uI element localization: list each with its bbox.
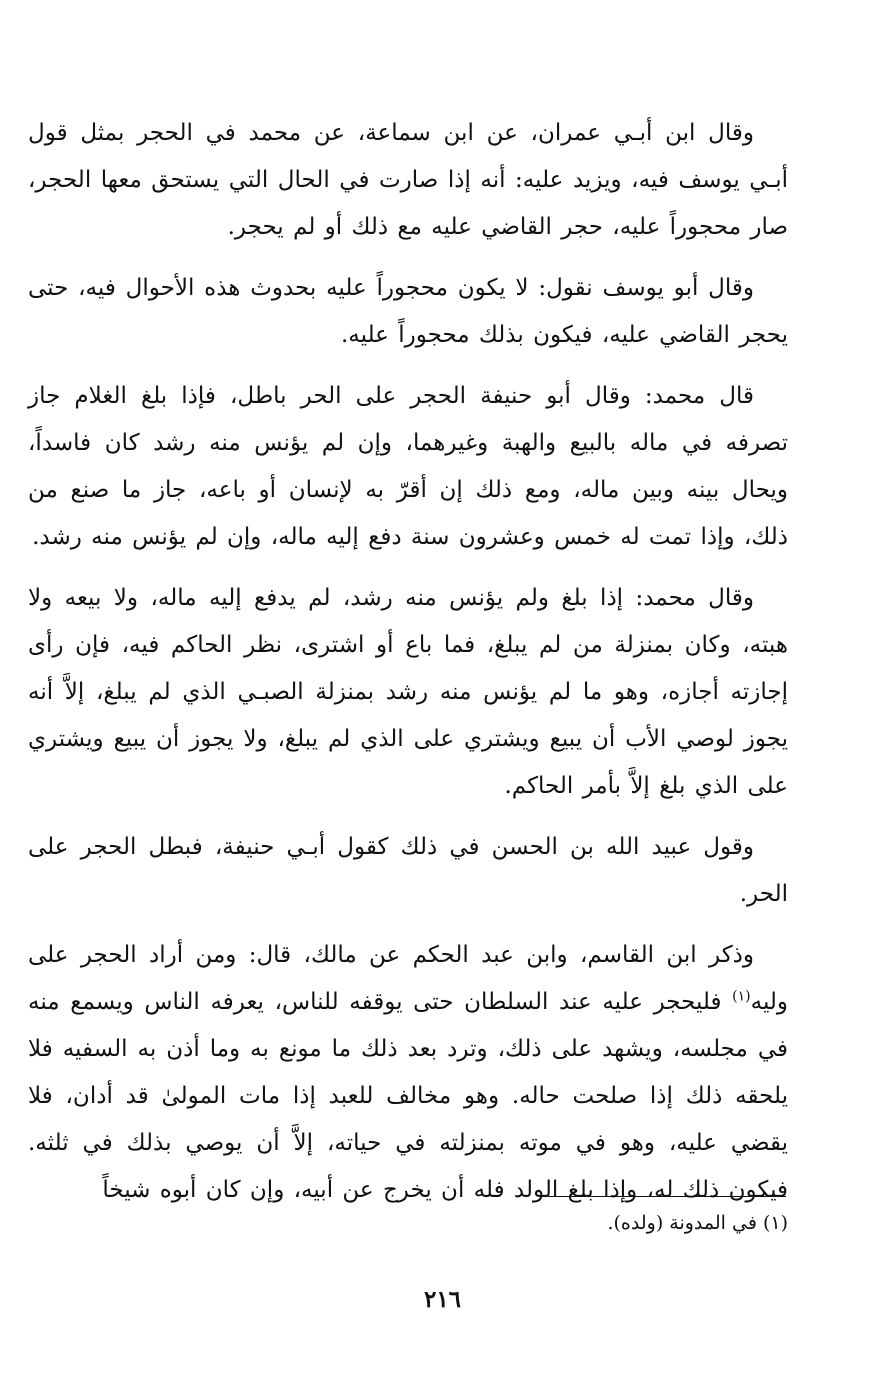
- paragraph-6: [28, 932, 788, 1214]
- paragraph-5: وقول عبيد الله بن الحسن في ذلك كقول أبـي حنيفة، فبطل الحجر على الحر.: [28, 834, 788, 907]
- page-number: ٢١٦: [423, 1286, 462, 1313]
- paragraph-6-part-2: فليحجر عليه عند السلطان حتى يوقفه للناس، يعرفه الناس ويسمع منه في مجلسه، ويشهد على ذلك، وترد بعد ذلك ما مونع به وما أذن به السفيه فلا يلحقه ذلك إذا صلحت حاله. وهو مخالف للعبد إذا مات المولىٰ قد أدان، فلا يقضي عليه، وهو في موته بمنزلته في حياته، إلاَّ أن يوصي بذلك في ثلثه. فيكون ذلك له، وإذا بلغ الولد فله أن يخرج عن أبيه، وإن كان أبوه شيخاً: [28, 989, 788, 1203]
- paragraph-3: قال محمد: وقال أبو حنيفة الحجر على الحر باطل، فإذا بلغ الغلام جاز تصرفه في ماله بالبيع والهبة وغيرهما، وإن لم يؤنس منه رشد كان فاسداً، ويحال بينه وبين ماله، ومع ذلك إن أقرّ به لإنسان أو باعه، جاز ما صنع من ذلك، وإذا تمت له خمس وعشرون سنة دفع إليه ماله، وإن لم يؤنس منه رشد.: [28, 383, 788, 550]
- footnote-separator-line: [548, 1196, 786, 1197]
- paragraph-6-part-1: وذكر ابن القاسم، وابن عبد الحكم عن مالك، قال: ومن أراد الحجر على وليه: [28, 942, 788, 1015]
- paragraph-2: وقال أبو يوسف نقول: لا يكون محجوراً عليه بحدوث هذه الأحوال فيه، حتى يحجر القاضي عليه، فيكون بذلك محجوراً عليه.: [28, 275, 788, 348]
- footnote: (١) في المدونة (ولده).: [607, 1212, 788, 1234]
- paragraph-1: وقال ابن أبـي عمران، عن ابن سماعة، عن محمد في الحجر بمثل قول أبـي يوسف فيه، ويزيد عليه: أنه إذا صارت في الحال التي يستحق معها الحجر، صار محجوراً عليه، حجر القاضي عليه مع ذلك أو لم يحجر.: [28, 120, 788, 240]
- footnote-reference-marker[interactable]: (١): [732, 988, 751, 1005]
- paragraph-4: وقال محمد: إذا بلغ ولم يؤنس منه رشد، لم يدفع إليه ماله، ولا بيعه ولا هبته، وكان بمنزلة من لم يبلغ، فما باع أو اشترى، نظر الحاكم فيه، فإن رأى إجازته أجازه، وهو ما لم يؤنس منه رشد بمنزلة الصبـي الذي لم يبلغ، إلاَّ أنه يجوز لوصي الأب أن يبيع ويشتري على الذي لم يبلغ، ولا يجوز أن يبيع ويشتري على الذي بلغ إلاَّ بأمر الحاكم.: [28, 585, 788, 799]
- page-body: [28, 110, 788, 1228]
